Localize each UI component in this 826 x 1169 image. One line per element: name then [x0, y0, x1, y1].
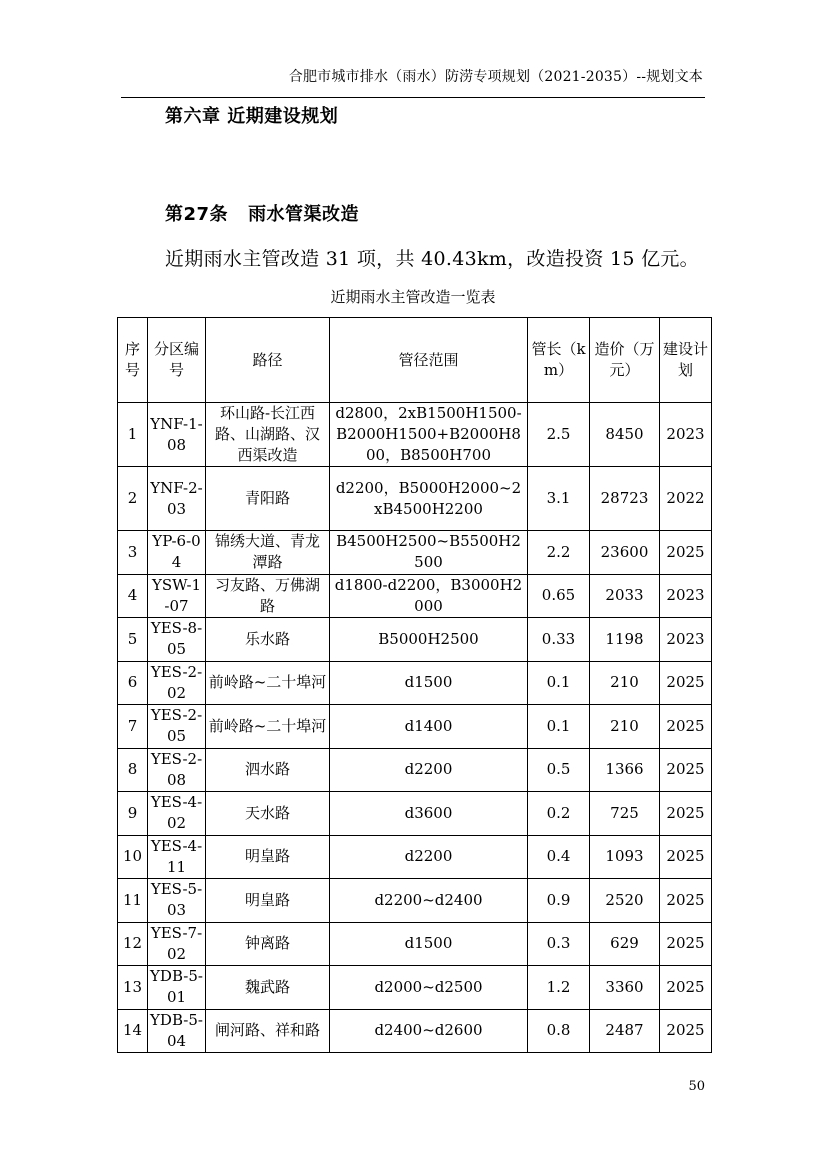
cell-road: 青阳路	[206, 467, 330, 531]
cell-plan: 2025	[660, 1009, 712, 1053]
cell-road: 前岭路~二十埠河	[206, 661, 330, 705]
cell-length: 0.65	[528, 574, 590, 618]
cell-zone: YES-4-11	[148, 835, 206, 879]
cell-zone: YDB-5-01	[148, 966, 206, 1010]
cell-zone: YP-6-04	[148, 531, 206, 575]
cell-plan: 2022	[660, 467, 712, 531]
cell-range: d2400~d2600	[330, 1009, 528, 1053]
cell-plan: 2025	[660, 922, 712, 966]
cell-no: 11	[118, 879, 148, 923]
column-header-no: 序号	[118, 318, 148, 403]
cell-range: d1500	[330, 922, 528, 966]
cell-no: 3	[118, 531, 148, 575]
cell-no: 9	[118, 792, 148, 836]
table-row	[118, 835, 712, 879]
cell-range: d2200	[330, 748, 528, 792]
cell-range: d1400	[330, 705, 528, 749]
cell-no: 2	[118, 467, 148, 531]
cell-road: 前岭路~二十埠河	[206, 705, 330, 749]
cell-zone: YES-2-02	[148, 661, 206, 705]
cell-length: 0.1	[528, 661, 590, 705]
table-row	[118, 705, 712, 749]
cell-length: 0.5	[528, 748, 590, 792]
cell-plan: 2025	[660, 705, 712, 749]
cell-zone: YES-8-05	[148, 618, 206, 662]
cell-cost: 210	[590, 661, 660, 705]
running-header: 合肥市城市排水（雨水）防涝专项规划（2021-2035）--规划文本	[288, 69, 703, 85]
cell-cost: 28723	[590, 467, 660, 531]
cell-plan: 2025	[660, 835, 712, 879]
cell-cost: 629	[590, 922, 660, 966]
table-header-row	[118, 318, 712, 403]
cell-no: 7	[118, 705, 148, 749]
cell-range: d2200	[330, 835, 528, 879]
cell-plan: 2025	[660, 879, 712, 923]
cell-plan: 2025	[660, 531, 712, 575]
cell-length: 0.33	[528, 618, 590, 662]
cell-range: d1800-d2200，B3000H2000	[330, 574, 528, 618]
cell-cost: 2033	[590, 574, 660, 618]
cell-road: 钟离路	[206, 922, 330, 966]
cell-range: d2200~d2400	[330, 879, 528, 923]
cell-plan: 2025	[660, 966, 712, 1010]
cell-no: 1	[118, 403, 148, 467]
cell-length: 0.2	[528, 792, 590, 836]
cell-road: 习友路、万佛湖路	[206, 574, 330, 618]
cell-no: 12	[118, 922, 148, 966]
cell-no: 4	[118, 574, 148, 618]
table-row	[118, 403, 712, 467]
table-row	[118, 574, 712, 618]
cell-plan: 2025	[660, 748, 712, 792]
column-header-zone: 分区编号	[148, 318, 206, 403]
table-row	[118, 1009, 712, 1053]
cell-length: 0.8	[528, 1009, 590, 1053]
cell-range: d3600	[330, 792, 528, 836]
cell-length: 0.1	[528, 705, 590, 749]
cell-cost: 1366	[590, 748, 660, 792]
cell-zone: YES-2-05	[148, 705, 206, 749]
cell-range: d2000~d2500	[330, 966, 528, 1010]
cell-length: 0.9	[528, 879, 590, 923]
table-caption: 近期雨水主管改造一览表	[330, 288, 496, 306]
cell-zone: YSW-1-07	[148, 574, 206, 618]
cell-road: 泗水路	[206, 748, 330, 792]
page-number: 50	[688, 1079, 705, 1094]
cell-cost: 23600	[590, 531, 660, 575]
cell-range: B5000H2500	[330, 618, 528, 662]
cell-road: 乐水路	[206, 618, 330, 662]
cell-range: d1500	[330, 661, 528, 705]
cell-cost: 8450	[590, 403, 660, 467]
article-body: 近期雨水主管改造 31 项，共 40.43km，改造投资 15 亿元。	[165, 248, 699, 270]
column-header-length: 管长（km）	[528, 318, 590, 403]
cell-road: 魏武路	[206, 966, 330, 1010]
cell-length: 0.4	[528, 835, 590, 879]
table-row	[118, 618, 712, 662]
chapter-title: 第六章 近期建设规划	[165, 106, 339, 127]
cell-no: 13	[118, 966, 148, 1010]
table-row	[118, 661, 712, 705]
table-row	[118, 879, 712, 923]
cell-plan: 2023	[660, 574, 712, 618]
header-rule	[121, 97, 705, 98]
renovation-table	[117, 317, 712, 1053]
table-row	[118, 531, 712, 575]
cell-no: 5	[118, 618, 148, 662]
cell-cost: 2487	[590, 1009, 660, 1053]
cell-road: 明皇路	[206, 835, 330, 879]
cell-road: 闸河路、祥和路	[206, 1009, 330, 1053]
cell-zone: YES-2-08	[148, 748, 206, 792]
table-row	[118, 467, 712, 531]
cell-range: d2200，B5000H2000~2xB4500H2200	[330, 467, 528, 531]
cell-no: 8	[118, 748, 148, 792]
cell-cost: 3360	[590, 966, 660, 1010]
cell-road: 明皇路	[206, 879, 330, 923]
cell-length: 0.3	[528, 922, 590, 966]
cell-range: B4500H2500~B5500H2500	[330, 531, 528, 575]
cell-plan: 2023	[660, 403, 712, 467]
column-header-road: 路径	[206, 318, 330, 403]
cell-road: 天水路	[206, 792, 330, 836]
cell-plan: 2023	[660, 618, 712, 662]
cell-range: d2800，2xB1500H1500-B2000H1500+B2000H800，B8500H700	[330, 403, 528, 467]
cell-zone: YES-5-03	[148, 879, 206, 923]
cell-cost: 725	[590, 792, 660, 836]
cell-plan: 2025	[660, 792, 712, 836]
cell-length: 1.2	[528, 966, 590, 1010]
cell-cost: 1093	[590, 835, 660, 879]
table-row	[118, 792, 712, 836]
column-header-range: 管径范围	[330, 318, 528, 403]
cell-length: 2.2	[528, 531, 590, 575]
cell-length: 2.5	[528, 403, 590, 467]
cell-zone: YNF-1-08	[148, 403, 206, 467]
cell-cost: 210	[590, 705, 660, 749]
column-header-cost: 造价（万元）	[590, 318, 660, 403]
cell-plan: 2025	[660, 661, 712, 705]
cell-road: 锦绣大道、青龙潭路	[206, 531, 330, 575]
cell-zone: YDB-5-04	[148, 1009, 206, 1053]
cell-zone: YES-7-02	[148, 922, 206, 966]
cell-length: 3.1	[528, 467, 590, 531]
table-row	[118, 966, 712, 1010]
cell-no: 14	[118, 1009, 148, 1053]
article-number: 第27条	[165, 204, 229, 225]
cell-no: 10	[118, 835, 148, 879]
cell-zone: YNF-2-03	[148, 467, 206, 531]
column-header-plan: 建设计划	[660, 318, 712, 403]
cell-cost: 1198	[590, 618, 660, 662]
cell-zone: YES-4-02	[148, 792, 206, 836]
table-row	[118, 922, 712, 966]
table-body	[118, 403, 712, 1053]
cell-road: 环山路-长江西路、山湖路、汉西渠改造	[206, 403, 330, 467]
cell-cost: 2520	[590, 879, 660, 923]
table-row	[118, 748, 712, 792]
article-heading: 雨水管渠改造	[248, 204, 360, 225]
article-title	[165, 200, 359, 226]
cell-no: 6	[118, 661, 148, 705]
